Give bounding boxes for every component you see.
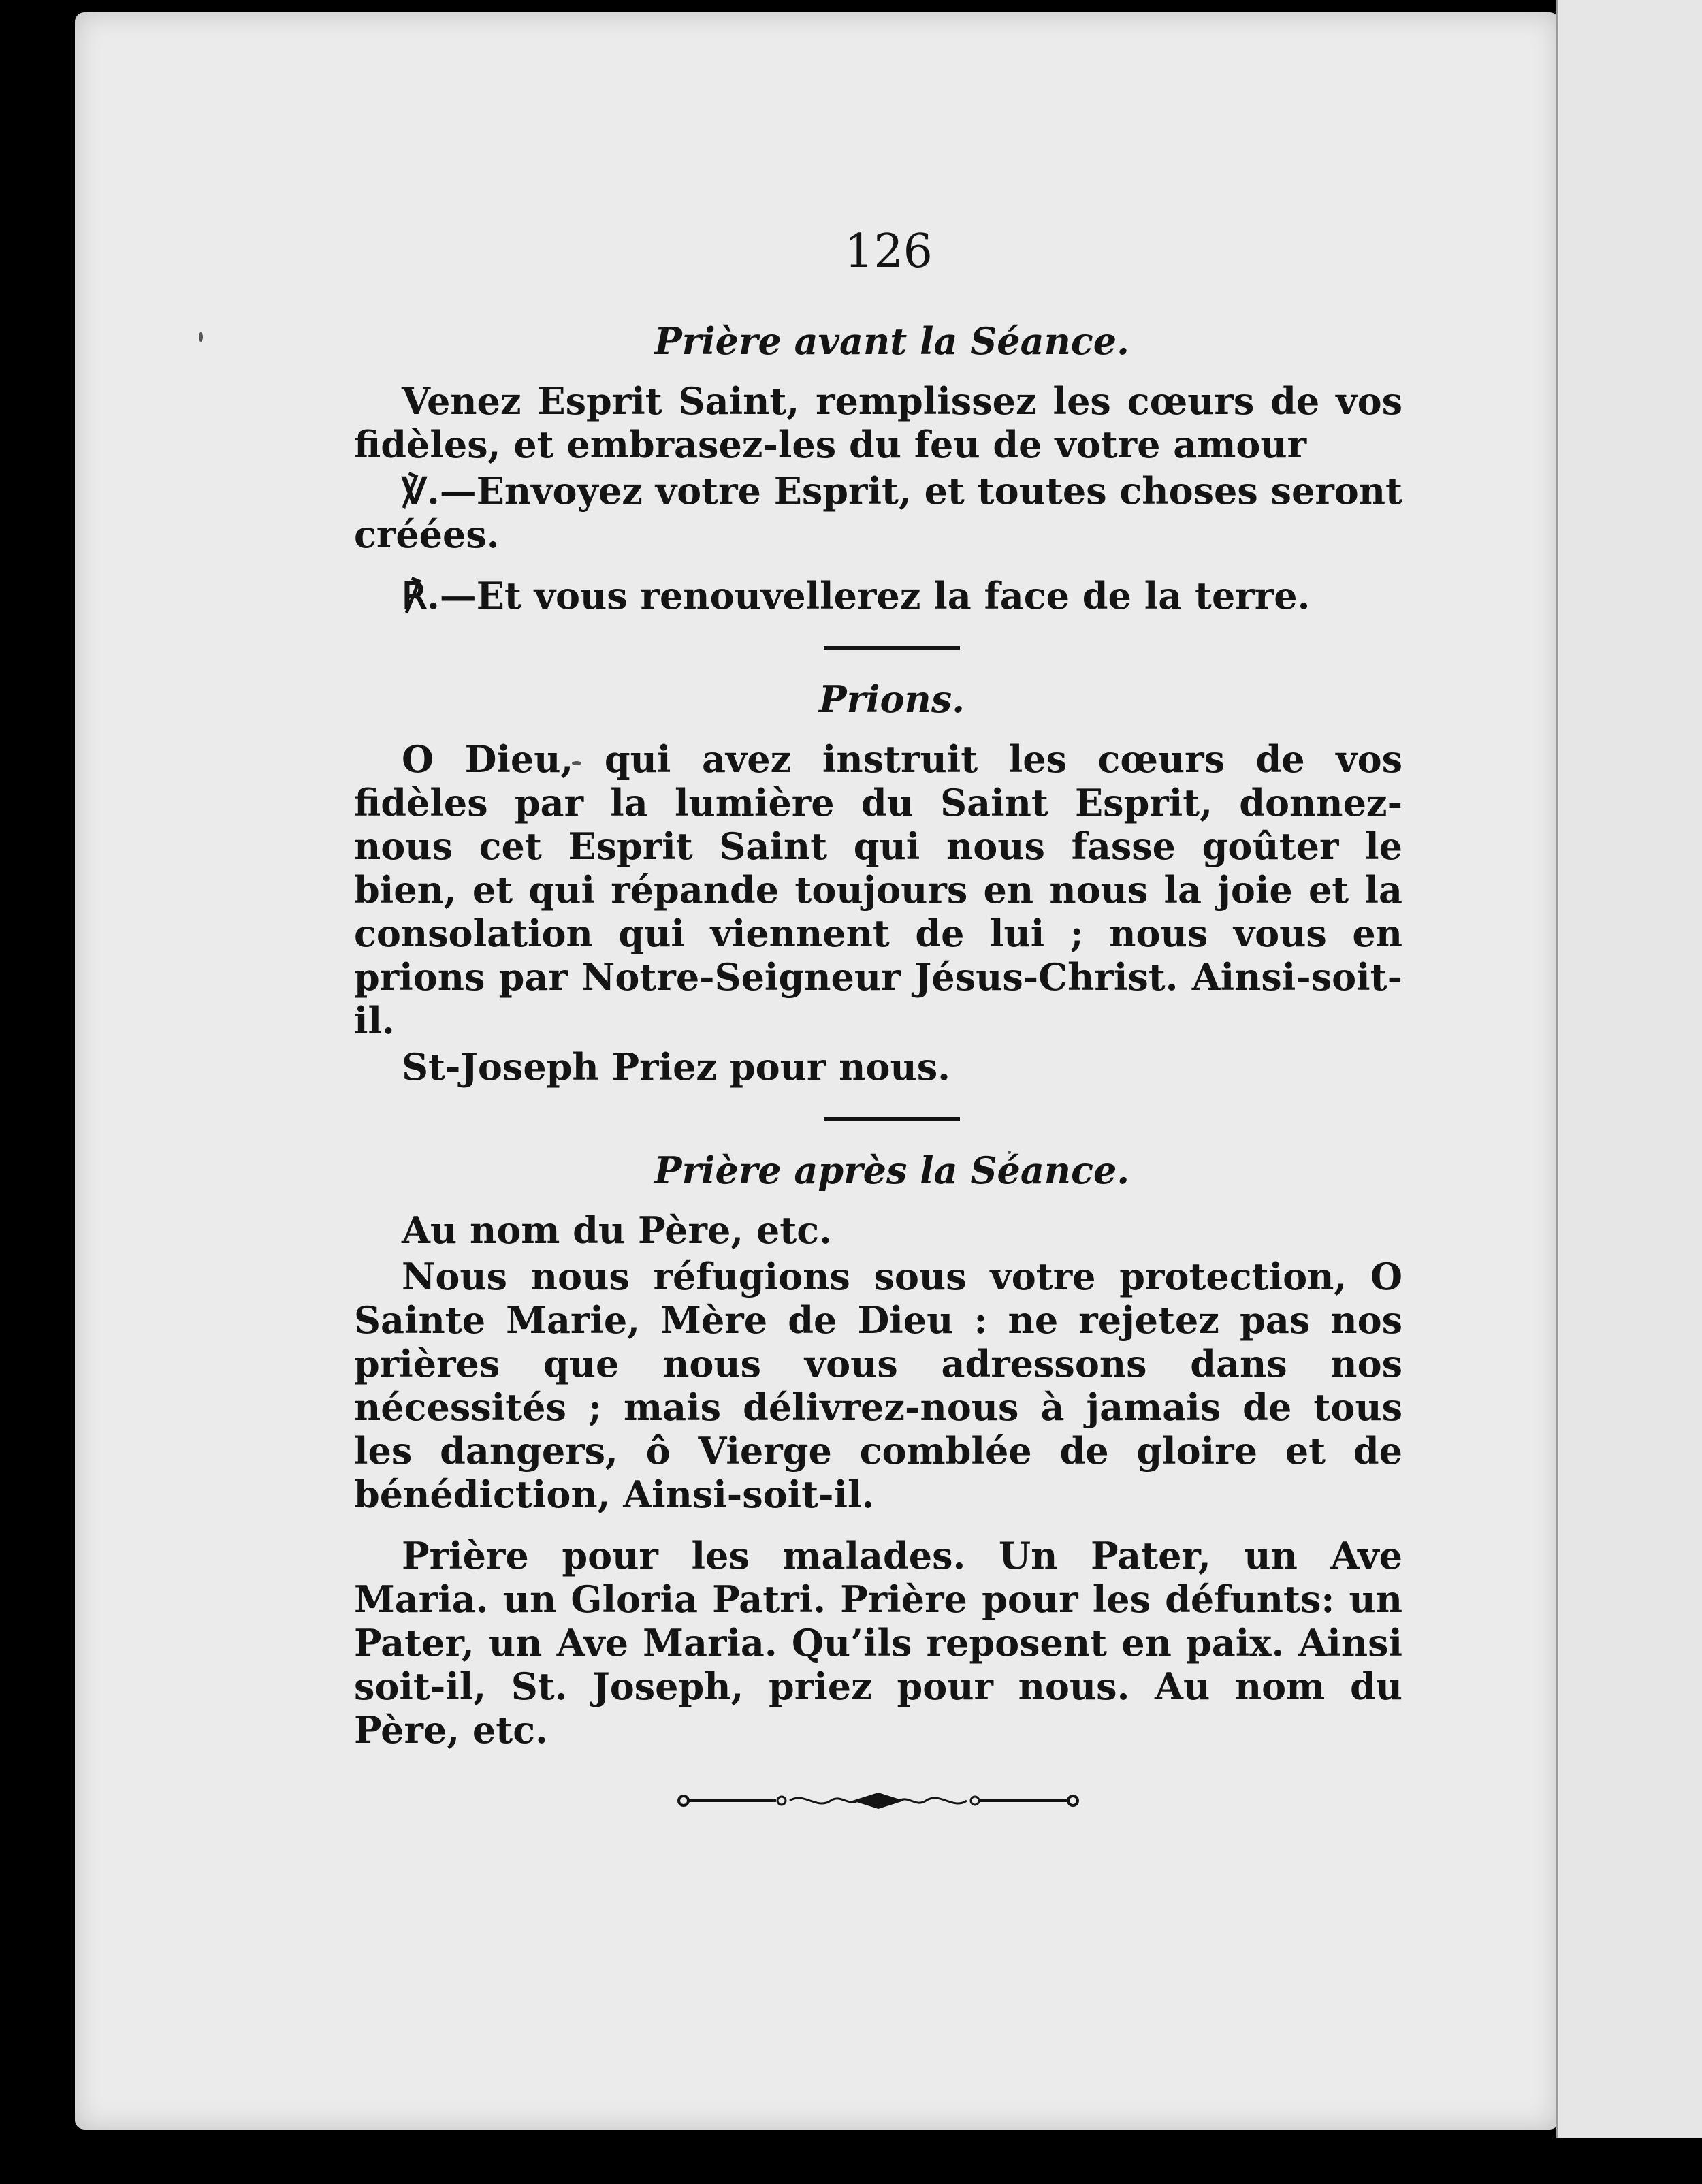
heading-priere-apres: Prière après la Séance. <box>654 1149 1130 1192</box>
page-number: 126 <box>844 225 933 278</box>
paragraph: Prière pour les malades. Un Pater, un Ave Maria. un Gloria Patri. Prière pour les défunts: un Pater, un Ave Maria. Qu’ils reposent en paix. Ainsi soit-il, St. Joseph, priez pour nous. Au nom du Père, etc. <box>354 1534 1402 1752</box>
paragraph: Nous nous réfugions sous votre protection, O Sainte Marie, Mère de Dieu : ne rejetez pas nos prières que nous vous adressons dans nos nécessités ; mais délivrez-nous à jamais de tous les dangers, ô Vierge comblée de gloire et de bénédiction, Ainsi-soit-il. <box>354 1255 1402 1516</box>
paragraph: Venez Esprit Saint, remplissez les cœurs de vos fidèles, et embrasez-les du feu de votre amour <box>354 379 1402 466</box>
heading-priere-avant: Prière avant la Séance. <box>654 319 1129 363</box>
paragraph: St-Joseph Priez pour nous. <box>402 1045 950 1089</box>
scan-speck <box>199 332 203 342</box>
next-page-edge <box>1556 0 1702 2138</box>
paragraph: ℟.—Et vous renouvellerez la face de la terre. <box>402 574 1311 617</box>
page-content <box>354 225 1402 1814</box>
paragraph: Au nom du Père, etc. <box>402 1208 832 1252</box>
section-divider <box>824 646 960 650</box>
heading-prions: Prions. <box>818 677 965 721</box>
section-divider <box>824 1117 960 1121</box>
paragraph: ℣.—Envoyez votre Esprit, et toutes choses seront créées. <box>354 469 1402 556</box>
end-ornament-icon <box>674 1787 1082 1814</box>
paragraph: O Dieu, qui avez instruit les cœurs de vos fidèles par la lumière du Saint Esprit, donnez-nous cet Esprit Saint qui nous fasse goûter le bien, et qui répande toujours en nous la joie et la consolation qui viennent de lui ; nous vous en prions par Notre-Seigneur Jésus-Christ. Ainsi-soit-il. <box>354 737 1402 1042</box>
